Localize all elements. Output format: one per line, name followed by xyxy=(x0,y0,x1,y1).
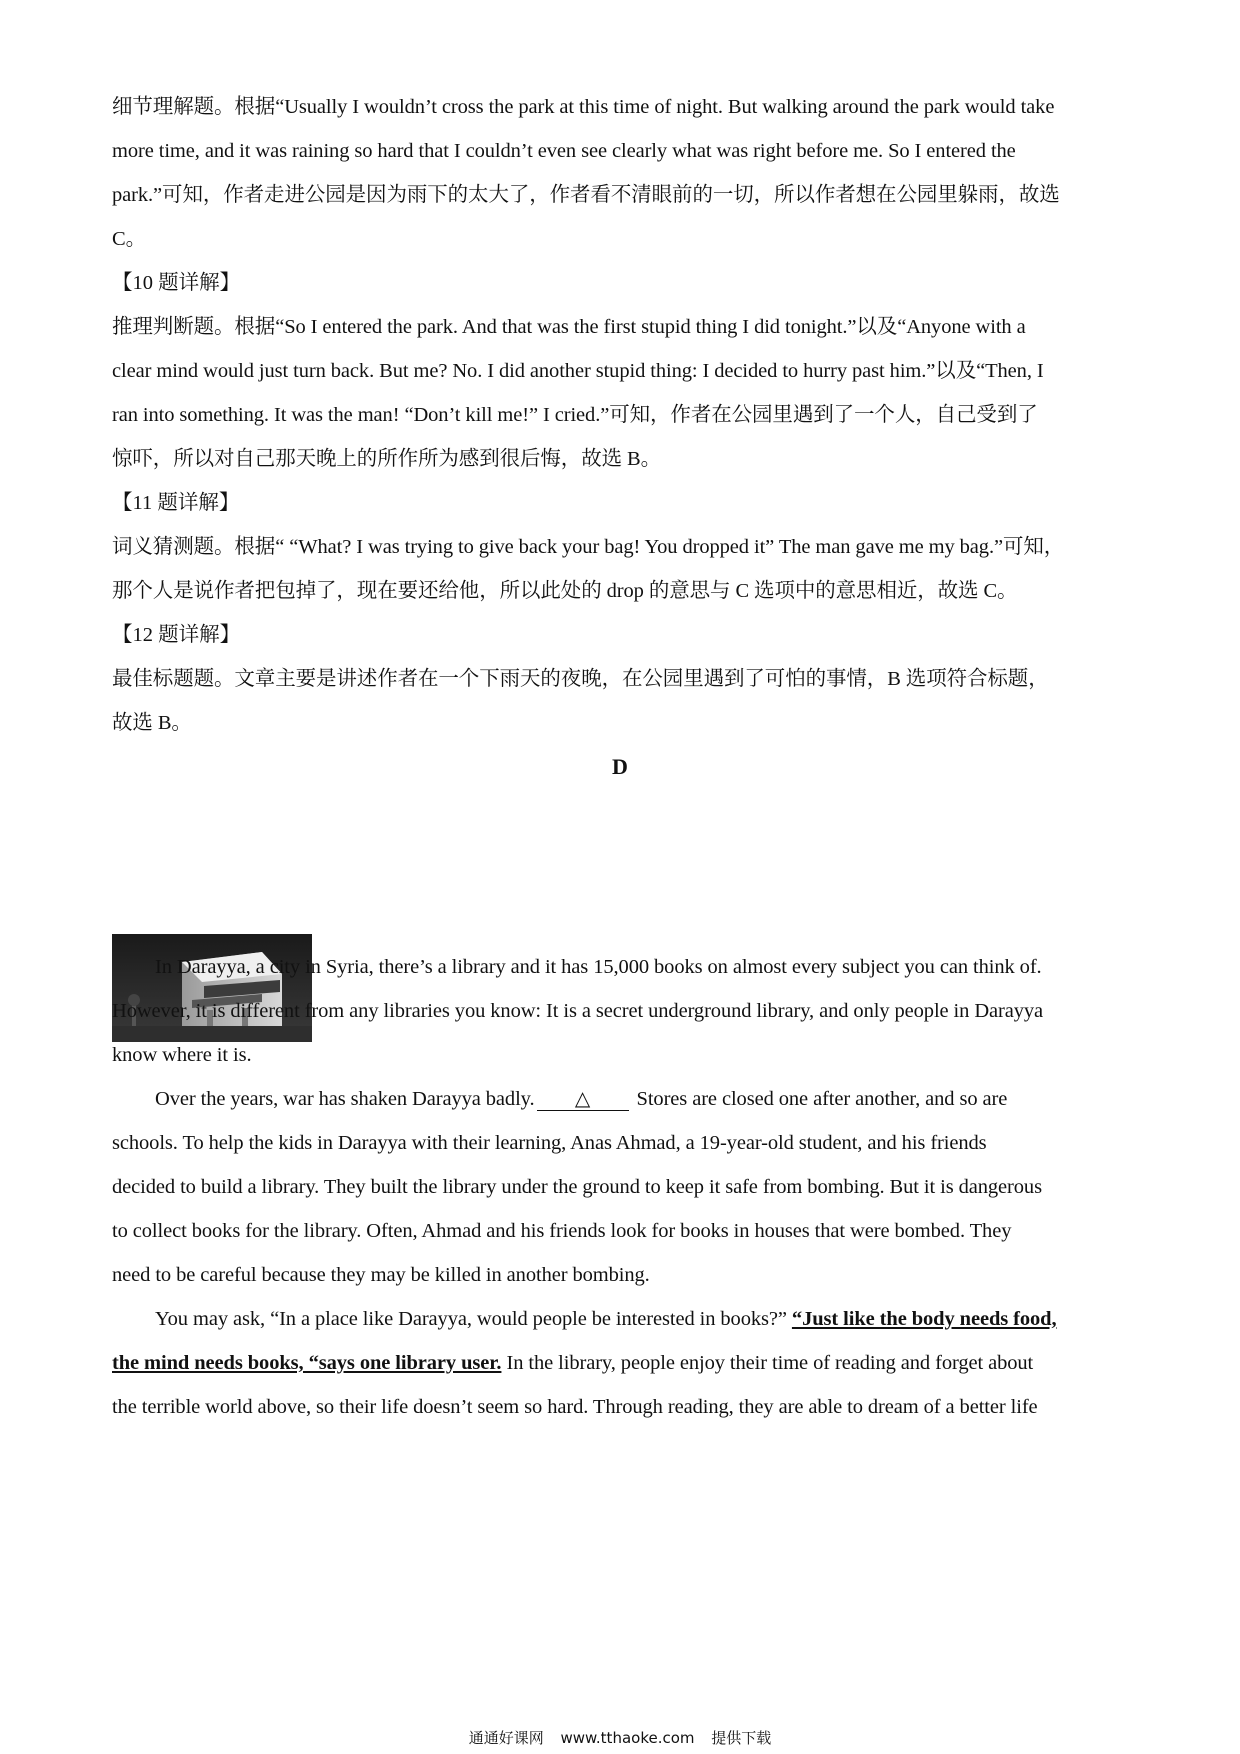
answer-blank: △ xyxy=(537,1088,629,1111)
q12-heading: 【12 题详解】 xyxy=(112,624,241,646)
d-p1-line-1: In Darayya, a city in Syria, there’s a library and it has 15,000 books on almost every subject you can think of. xyxy=(155,956,1042,978)
q10-heading: 【10 题详解】 xyxy=(112,272,241,294)
q9-line-2: more time, and it was raining so hard that I couldn’t even see clearly what was right before me. So I entered the xyxy=(112,140,1016,162)
footer-site-name: 通通好课网 xyxy=(468,1729,544,1747)
building-photo xyxy=(112,934,312,1042)
q10-line-1: 推理判断题。根据“So I entered the park. And that was the first stupid thing I did tonight.”以及“Anyone with a xyxy=(112,316,1026,338)
d-p3-underlined-quote-2: the mind needs books, “says one library user. xyxy=(112,1352,502,1374)
section-d-title: D xyxy=(612,754,628,779)
q11-line-2: 那个人是说作者把包掉了，现在要还给他，所以此处的 drop 的意思与 C 选项中的意思相近，故选 C。 xyxy=(112,580,1018,602)
q11-line-1: 词义猜测题。根据“ “What? I was trying to give back your bag! You dropped it” The man gave me my bag.”可知， xyxy=(112,536,1065,558)
d-p2-line-2: schools. To help the kids in Darayya with their learning, Anas Ahmad, a 19-year-old student, and his friends xyxy=(112,1132,987,1154)
footer-note: 提供下载 xyxy=(711,1729,772,1747)
d-p3-line-1 xyxy=(155,1305,1175,1333)
q12-line-2: 故选 B。 xyxy=(112,712,192,734)
d-p3-line-2-plain: In the library, people enjoy their time of reading and forget about xyxy=(501,1352,1034,1374)
d-p2-line-3: decided to build a library. They built the library under the ground to keep it safe from bombing. But it is dangerous xyxy=(112,1176,1042,1198)
q11-heading: 【11 题详解】 xyxy=(112,492,240,514)
q9-line-4: C。 xyxy=(112,228,146,250)
q12-line-1: 最佳标题题。文章主要是讲述作者在一个下雨天的夜晚，在公园里遇到了可怕的事情，B 选项符合标题， xyxy=(112,668,1049,690)
d-p2-line-5: need to be careful because they may be killed in another bombing. xyxy=(112,1264,650,1286)
d-p2-line-1-before: Over the years, war has shaken Darayya badly. xyxy=(155,1088,535,1110)
page-footer xyxy=(0,1728,1240,1748)
d-p3-line-2 xyxy=(112,1349,1132,1377)
d-p3-line-1-plain: You may ask, “In a place like Darayya, would people be interested in books?” xyxy=(155,1308,792,1330)
d-p2-line-1-after: Stores are closed one after another, and so are xyxy=(636,1088,1008,1110)
d-p3-underlined-quote-1: “Just like the body needs food, xyxy=(791,1308,1057,1330)
q10-line-2: clear mind would just turn back. But me? No. I did another stupid thing: I decided to hurry past him.”以及“Then, I xyxy=(112,360,1044,382)
footer-url[interactable]: www.tthaoke.com xyxy=(560,1729,695,1747)
q9-line-1: 细节理解题。根据“Usually I wouldn’t cross the park at this time of night. But walking around the park would take xyxy=(112,96,1055,118)
d-p3-line-3: the terrible world above, so their life doesn’t seem so hard. Through reading, they are able to dream of a better life xyxy=(112,1396,1038,1418)
q10-line-4: 惊吓，所以对自己那天晚上的所作所为感到很后悔，故选 B。 xyxy=(112,448,661,470)
q9-line-3: park.”可知，作者走进公园是因为雨下的太大了，作者看不清眼前的一切，所以作者想在公园里躲雨，故选 xyxy=(112,184,1060,206)
d-p2-line-1 xyxy=(155,1085,1175,1113)
d-p1-line-3: know where it is. xyxy=(112,1044,252,1066)
d-p1-line-2: However, it is different from any libraries you know: It is a secret underground library, and only people in Darayya xyxy=(112,1000,1044,1022)
d-p2-line-4: to collect books for the library. Often, Ahmad and his friends look for books in houses that were bombed. They xyxy=(112,1220,1012,1242)
q10-line-3: ran into something. It was the man! “Don’t kill me!” I cried.”可知，作者在公园里遇到了一个人，自己受到了 xyxy=(112,404,1038,426)
